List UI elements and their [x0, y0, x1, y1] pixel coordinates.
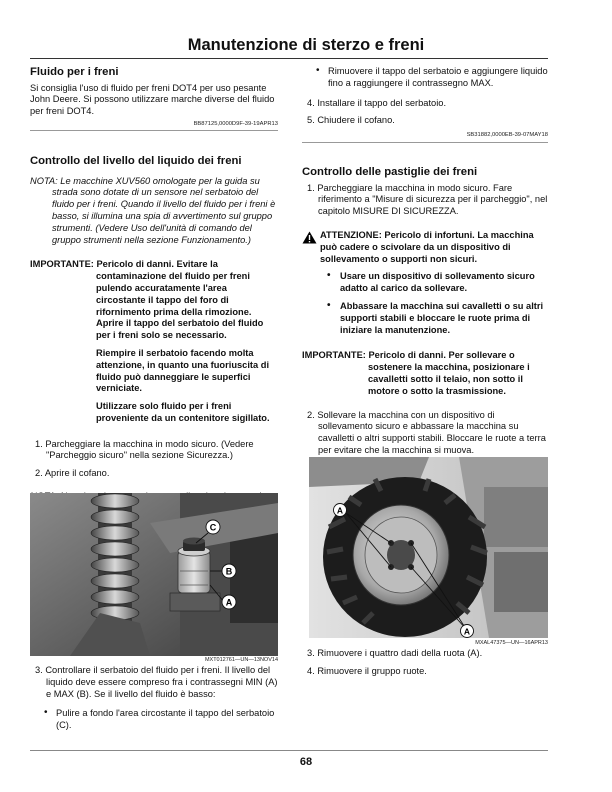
- callout-b: B: [225, 566, 233, 577]
- importante-riempire: Riempire il serbatoio facendo molta attenzione, in quanto una fuoriuscita di fluido può danneggiare le superfici verniciate.: [96, 347, 270, 394]
- attenzione-block: [302, 230, 548, 336]
- step-sollevare-macchina: 2. Sollevare la macchina con un dispositivo di sollevamento sicuro e abbassare la macchina su cavalletti o altri supporti stabili. Bloccare le ruote a terra per evitare che la macchina si muova.: [307, 409, 546, 455]
- fluido-body: Si consiglia l'uso di fluido per freni DOT4 per uso pesante John Deere. Si possono utilizzare marche diverse del fluido per freni DOT4.: [30, 82, 275, 117]
- section-controllo-livello-right: [302, 66, 548, 143]
- warn-bullet-dispositivo: • Usare un dispositivo di sollevamento sicuro adatto al carico da sollevare.: [320, 271, 548, 295]
- brake-reservoir-illustration: [30, 493, 278, 656]
- step-controllare-serbatoio: 3. Controllare il serbatoio del fluido per i freni. Il livello del liquido deve essere compreso fra i contrassegni MIN (A) e MAX (B). Se il livello del fluido è basso:: [35, 665, 278, 699]
- wheel-rim: [353, 505, 449, 605]
- heading-pastiglie: Controllo delle pastiglie dei freni: [302, 166, 478, 178]
- divider: [302, 142, 548, 143]
- wheel-photo: [309, 457, 548, 638]
- bullet-rimuovere-tappo: • Rimuovere il tappo del serbatoio e aggiungere liquido fino a raggiungere il contrassegno MAX.: [302, 66, 548, 90]
- section-controllo-livello: [30, 155, 278, 515]
- warning-triangle-icon: [302, 231, 317, 244]
- step-chiudere-cofano: 5. Chiudere il cofano.: [307, 115, 395, 126]
- brake-reservoir-photo: [30, 493, 278, 656]
- bottom-rule: [30, 750, 548, 751]
- section-pastiglie: [302, 166, 548, 457]
- section-controllo-livello-cont: [30, 665, 278, 732]
- callout-a-bottom: A: [463, 626, 471, 637]
- step-rimuovere-gruppo: 4. Rimuovere il gruppo ruote.: [307, 665, 427, 676]
- warn-bullet-cavalletti: • Abbassare la macchina sui cavalletti o su altri supporti stabili e bloccare le ruote prima di iniziare la manutenzione.: [320, 301, 548, 336]
- step-installare-tappo: 4. Installare il tappo del serbatoio.: [307, 97, 447, 108]
- heading-controllo-livello: Controllo del livello del liquido dei freni: [30, 155, 242, 167]
- section-fluido: [30, 66, 278, 131]
- page-number: 68: [299, 756, 313, 768]
- importante-contaminazione: IMPORTANTE: Pericolo di danni. Evitare la contaminazione del fluido per freni pulendo accuratamente l'area circostante il tappo del foro di rifornimento prima della rimozione. Aprire il tappo del serbatoio del fluido per i freni solo se necessario.: [30, 259, 264, 341]
- figure-ref-left: MXT012761—UN—13NOV14: [204, 657, 278, 663]
- nota-sensore: NOTA: Le macchine XUV560 omologate per la guida su strada sono dotate di un sensore nel serbatoio del fluido per i freni. Quando il livello del fluido per i freni è basso, si illumina una spia di avvertimento sul gruppo strumenti. (Vedere Uso dell'unità di comando del gruppo strumenti nella sezione Funzionamento.): [30, 175, 276, 245]
- step-aprire-cofano: 2. Aprire il cofano.: [35, 468, 110, 479]
- step-parcheggiare: 1. Parcheggiare la macchina in modo sicuro. (Vedere "Parcheggio sicuro" nella sezione Sicurezza.): [35, 438, 254, 461]
- figure-ref-right: MXAL47375—UN—16APR13: [475, 640, 548, 646]
- fluido-ref: BB87125,0000D9F-39-19APR13: [193, 120, 278, 127]
- wheel-illustration: [309, 457, 548, 638]
- callout-c: C: [209, 522, 217, 533]
- attenzione-text: ATTENZIONE: Pericolo di infortuni. La macchina può cadere o scivolare da un dispositivo di sollevamento o supporti non sicuri.: [320, 229, 534, 264]
- step-parcheggiare-pastiglie: 1. Parcheggiare la macchina in modo sicuro. Fare riferimento a "Misure di sicurezza per il parcheggio", nel capitolo MISURE DI SICUREZZA.: [307, 182, 548, 217]
- divider: [30, 130, 278, 131]
- page-title: Manutenzione di sterzo e freni: [187, 36, 425, 54]
- top-rule: [30, 58, 548, 59]
- bullet-pulire: • Pulire a fondo l'area circostante il tappo del serbatoio (C).: [30, 708, 278, 732]
- heading-fluido: Fluido per i freni: [30, 66, 119, 78]
- importante-sigillato: Utilizzare solo fluido per i freni proveniente da un contenitore sigillato.: [96, 401, 270, 423]
- step-rimuovere-dadi: 3. Rimuovere i quattro dadi della ruota (A).: [307, 648, 483, 658]
- section-pastiglie-cont: [302, 648, 548, 678]
- callout-a: A: [225, 597, 233, 608]
- importante-sollevare: IMPORTANTE: Pericolo di danni. Per sollevare o sostenere la macchina, posizionare i cavalletti sotto il telaio, non sotto il motore o sotto la trasmissione.: [302, 350, 530, 396]
- callout-a-top: A: [336, 505, 344, 516]
- controllo-livello-ref: SB31882,0000EB-39-07MAY18: [466, 132, 548, 139]
